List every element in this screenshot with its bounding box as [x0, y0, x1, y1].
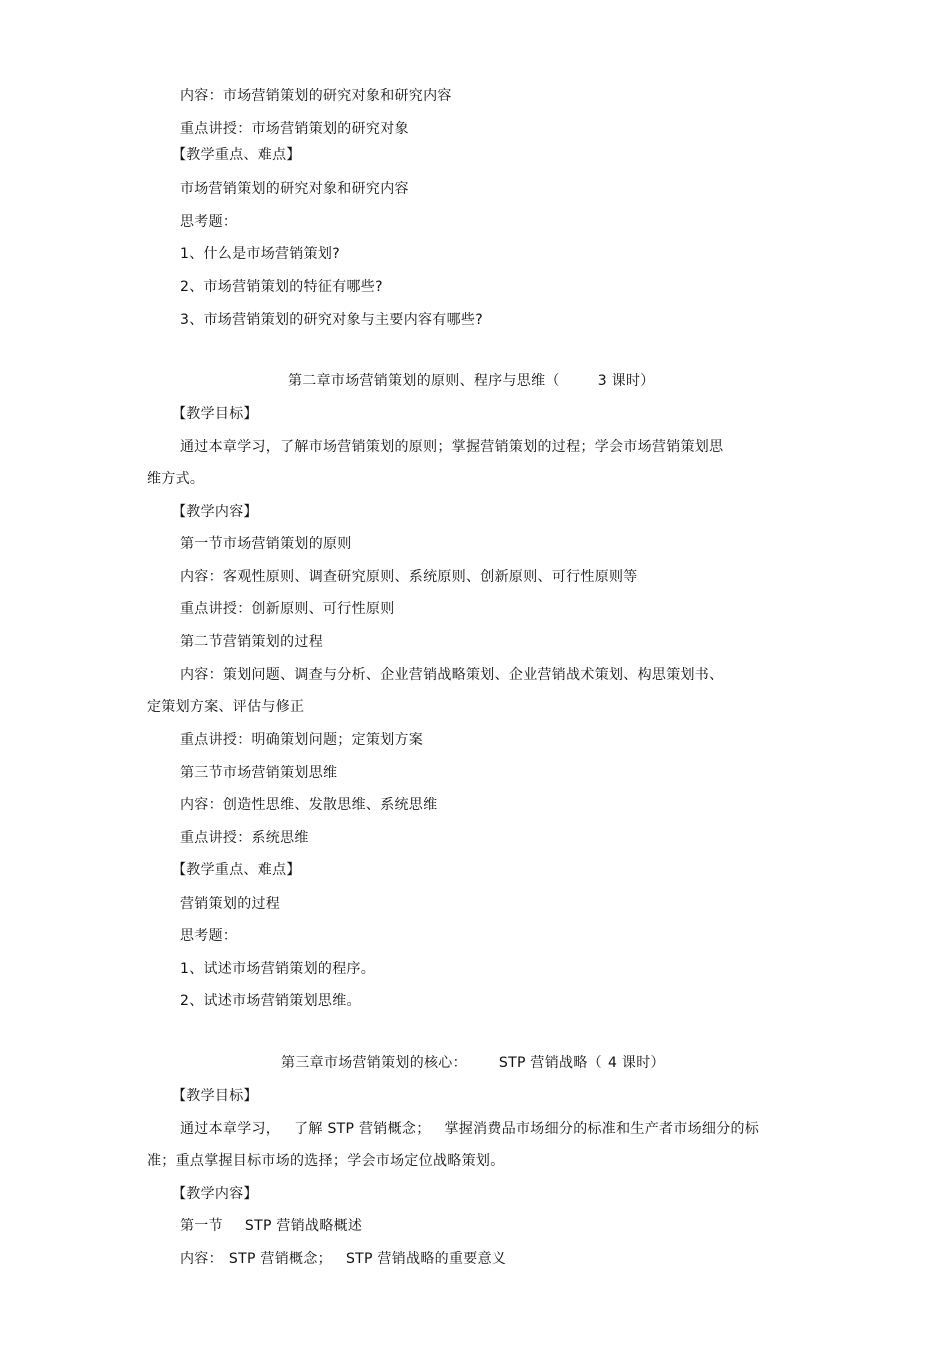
ch2-section-1-key: 重点讲授：创新原则、可行性原则	[180, 601, 395, 617]
ch1-question-3: 3、市场营销策划的研究对象与主要内容有哪些?	[180, 312, 483, 328]
ch3-section-1-name: STP 营销战略概述	[244, 1218, 363, 1234]
ch2-difficulty-text: 营销策划的过程	[180, 896, 281, 912]
ch3-section-1-content-part-b: STP 营销概念；	[228, 1251, 332, 1267]
ch2-difficulty-heading: 【教学重点、难点】	[172, 862, 301, 878]
ch1-content-line: 内容：市场营销策划的研究对象和研究内容	[180, 88, 452, 104]
ch3-goal-line-2: 准；重点掌握目标市场的选择；学会市场定位战略策划。	[147, 1153, 505, 1169]
ch2-goal-line-1: 通过本章学习，了解市场营销策划的原则；掌握营销策划的过程；学会市场营销策划思	[180, 439, 724, 455]
ch1-difficulty-text: 市场营销策划的研究对象和研究内容	[180, 181, 409, 197]
ch2-content-heading: 【教学内容】	[172, 504, 258, 520]
ch3-goal-line-1	[180, 1120, 759, 1138]
ch2-section-2-content-line-2: 定策划方案、评估与修正	[147, 699, 305, 715]
ch1-difficulty-heading: 【教学重点、难点】	[172, 147, 301, 163]
ch2-question-1: 1、试述市场营销策划的程序。	[180, 961, 376, 977]
ch2-section-2-title: 第二节营销策划的过程	[180, 634, 323, 650]
ch3-title-main: 第三章市场营销策划的核心：	[281, 1055, 467, 1071]
ch2-section-3-key: 重点讲授：系统思维	[180, 830, 309, 846]
ch3-section-1-number: 第一节	[180, 1218, 223, 1234]
ch3-goal-part-b: 了解 STP 营销概念；	[294, 1121, 431, 1137]
ch2-goal-heading: 【教学目标】	[172, 406, 258, 422]
ch2-section-3-content: 内容：创造性思维、发散思维、系统思维	[180, 797, 438, 813]
ch2-questions-label: 思考题：	[180, 928, 238, 944]
ch3-goal-heading: 【教学目标】	[172, 1088, 258, 1104]
ch3-section-1-content-part-c: STP 营销战略的重要意义	[345, 1251, 507, 1267]
ch1-question-1: 1、什么是市场营销策划?	[180, 246, 340, 262]
ch3-goal-part-a: 通过本章学习，	[180, 1121, 281, 1137]
ch3-section-1-title	[180, 1217, 362, 1235]
ch3-goal-part-c: 掌握消费品市场细分的标准和生产者市场细分的标	[444, 1121, 760, 1137]
ch1-question-2: 2、市场营销策划的特征有哪些?	[180, 279, 383, 295]
ch2-section-2-key: 重点讲授：明确策划问题；定策划方案	[180, 732, 424, 748]
ch2-title-hours: 3 课时）	[597, 373, 655, 389]
ch3-section-1-content-label: 内容：	[180, 1251, 223, 1267]
ch2-goal-line-2: 维方式。	[147, 471, 205, 487]
ch3-section-1-content	[180, 1250, 506, 1268]
ch3-title-stp: STP 营销战略（	[498, 1055, 602, 1071]
ch3-title-hours: 4 课时）	[607, 1055, 665, 1071]
ch1-questions-label: 思考题：	[180, 214, 238, 230]
ch3-title	[281, 1054, 665, 1072]
ch3-content-heading: 【教学内容】	[172, 1186, 258, 1202]
ch2-section-1-content: 内容：客观性原则、调查研究原则、系统原则、创新原则、可行性原则等	[180, 569, 638, 585]
ch2-title	[288, 372, 655, 390]
ch2-section-3-title: 第三节市场营销策划思维	[180, 765, 338, 781]
ch2-section-2-content-line-1: 内容：策划问题、调查与分析、企业营销战略策划、企业营销战术策划、构思策划书、	[180, 667, 724, 683]
ch1-key-line: 重点讲授：市场营销策划的研究对象	[180, 121, 409, 137]
ch2-section-1-title: 第一节市场营销策划的原则	[180, 536, 352, 552]
ch2-title-main: 第二章市场营销策划的原则、程序与思维（	[288, 373, 560, 389]
ch2-question-2: 2、试述市场营销策划思维。	[180, 993, 361, 1009]
